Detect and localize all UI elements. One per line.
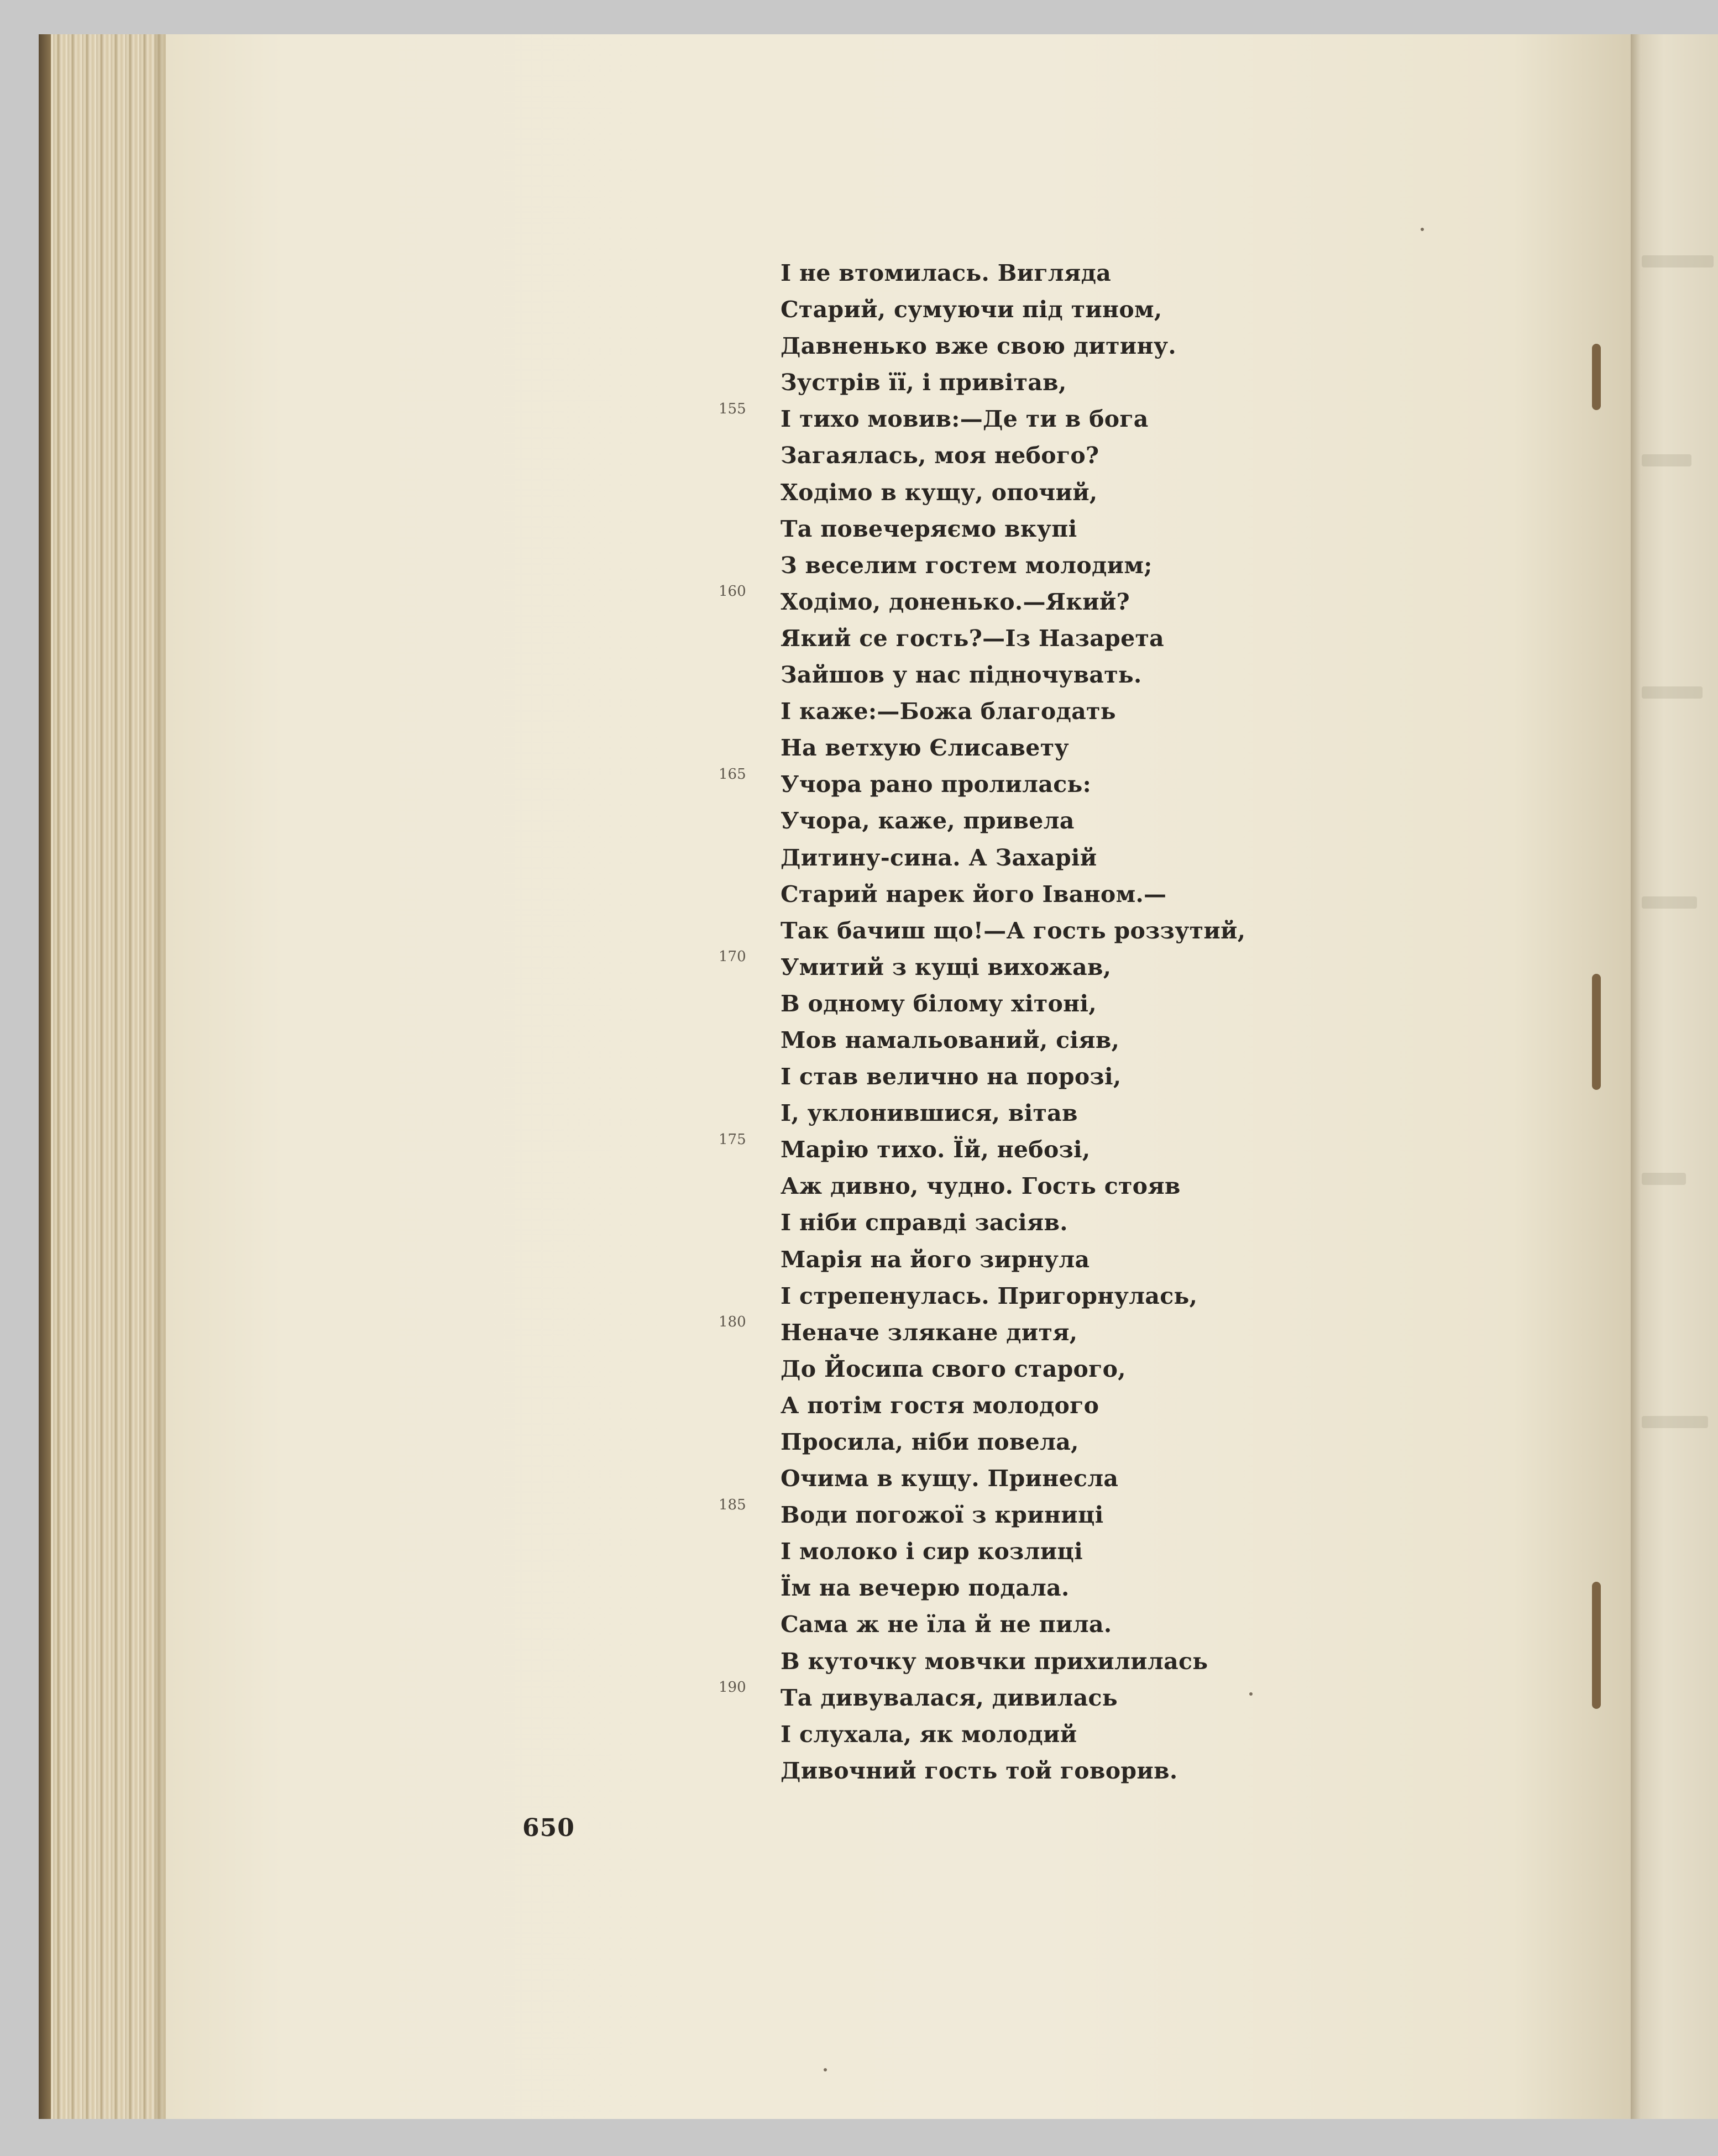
poem-line: На ветхую Єлисавету: [781, 735, 1069, 762]
poem-line: Аж дивно, чудно. Гость стояв: [781, 1173, 1181, 1200]
line-number: 160: [719, 583, 746, 600]
poem-line: Учора рано пролилась:: [781, 771, 1092, 798]
page-number: 650: [522, 1814, 575, 1842]
poem-line: Дивочний гость той говорив.: [781, 1757, 1178, 1784]
poem-line: Марію тихо. Їй, небозі,: [781, 1136, 1091, 1163]
paper-speck: [824, 2068, 827, 2071]
poem-line: Який се гость?—Із Назарета: [781, 625, 1165, 652]
paper-speck: [1421, 228, 1424, 231]
poem-line: Учора, каже, привела: [781, 807, 1075, 835]
poem-line: А потім гостя молодого: [781, 1392, 1099, 1419]
page-stain: [1592, 344, 1601, 410]
line-number: 170: [719, 948, 746, 965]
poem-line: Марія на його зирнула: [781, 1246, 1090, 1273]
poem-line: В куточку мовчки прихилилась: [781, 1648, 1208, 1675]
poem-line: Та повечеряємо вкупі: [781, 515, 1077, 542]
poem-line: І не втомилась. Вигляда: [781, 260, 1112, 286]
poem-line: Неначе злякане дитя,: [781, 1319, 1078, 1346]
poem-line: До Йосипа свого старого,: [781, 1355, 1126, 1382]
poem-line: І каже:—Божа благодать: [781, 698, 1116, 725]
line-number: 190: [719, 1679, 746, 1696]
adjacent-page-text-shadow: [1642, 1173, 1686, 1185]
poem-line: І молоко і сир козлиці: [781, 1538, 1083, 1565]
poem-line: Та дивувалася, дивилась: [781, 1684, 1118, 1711]
poem-line: Ходімо, доненько.—Який?: [781, 588, 1130, 615]
poem-line: Очима в кущу. Принесла: [781, 1465, 1119, 1492]
adjacent-page-text-shadow: [1642, 454, 1691, 466]
adjacent-page: [1631, 34, 1718, 2119]
adjacent-page-text-shadow: [1642, 686, 1703, 699]
poem-line: Давненько вже свою дитину.: [781, 333, 1176, 360]
poem-line: З веселим гостем молодим;: [781, 552, 1153, 579]
book-page-edges: [39, 34, 166, 2119]
poem-line: Зустрів її, і привітав,: [781, 369, 1067, 396]
poem-line: І ніби справді засіяв.: [781, 1209, 1068, 1236]
poem-line: Старий, сумуючи під тином,: [781, 296, 1162, 323]
poem-line: І, уклонившися, вітав: [781, 1100, 1078, 1127]
poem-line: Ходімо в кущу, опочий,: [781, 479, 1098, 506]
line-number: 175: [719, 1131, 746, 1148]
poem-text: [781, 255, 1245, 1789]
poem-line: Їм на вечерю подала.: [781, 1575, 1070, 1602]
adjacent-page-text-shadow: [1642, 896, 1697, 909]
line-number: 155: [719, 401, 746, 417]
line-number: 165: [719, 766, 746, 783]
page-stain: [1592, 974, 1601, 1090]
poem-line: Старий нарек його Іваном.—: [781, 880, 1167, 907]
poem-line: Умитий з кущі вихожав,: [781, 953, 1112, 980]
adjacent-page-text-shadow: [1642, 255, 1714, 267]
poem-line: Мов намальований, сіяв,: [781, 1026, 1120, 1053]
poem-line: І стрепенулась. Пригорнулась,: [781, 1282, 1198, 1309]
line-number: 180: [719, 1314, 746, 1330]
poem-line: Просила, ніби повела,: [781, 1429, 1079, 1455]
page-stain: [1592, 1582, 1601, 1709]
poem-line: Загаялась, моя небого?: [781, 442, 1099, 469]
poem-line: І слухала, як молодий: [781, 1720, 1077, 1748]
poem-line: І став велично на порозі,: [781, 1063, 1122, 1090]
line-number: 185: [719, 1497, 746, 1513]
poem-line: І тихо мовив:—Де ти в бога: [781, 406, 1149, 433]
poem-line: В одному білому хітоні,: [781, 990, 1097, 1017]
poem-line: Дитину-сина. А Захарій: [781, 844, 1097, 871]
adjacent-page-text-shadow: [1642, 1416, 1708, 1428]
poem-line: Сама ж не їла й не пила.: [781, 1611, 1112, 1638]
poem-line: Так бачиш що!—А гость роззутий,: [781, 917, 1246, 944]
poem-line: Зайшов у нас підночувать.: [781, 662, 1142, 689]
poem-line: Води погожої з криниці: [781, 1502, 1104, 1529]
book-spine-shadow: [39, 34, 51, 2119]
paper-speck: [1249, 1692, 1253, 1696]
